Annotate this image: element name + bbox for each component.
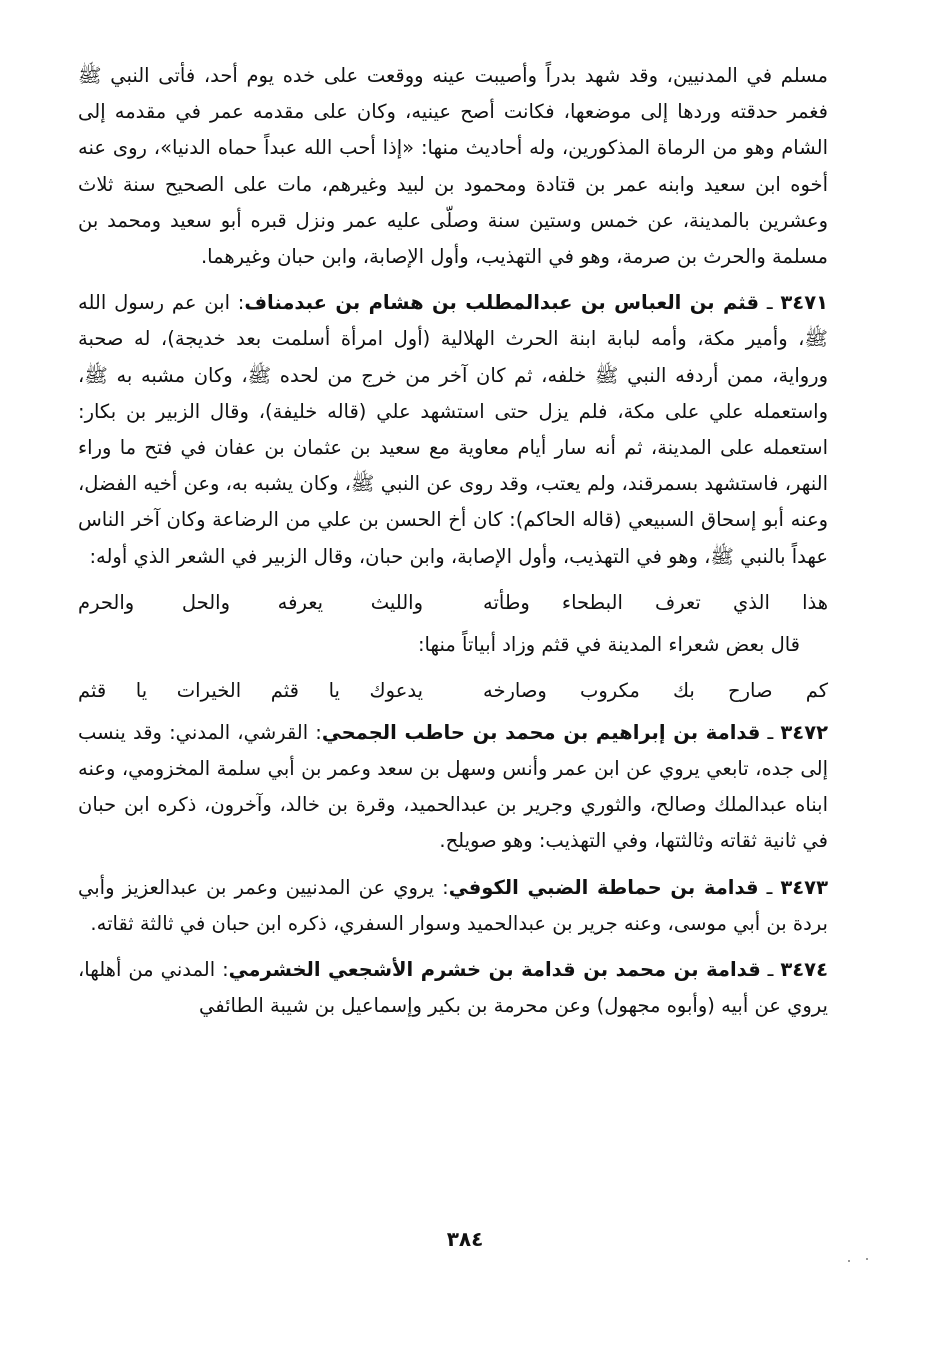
entry-number: ٣٤٧١ [780, 291, 828, 315]
verse-first-hemistich: هذا الذي تعرف البطحاء وطأته [483, 590, 828, 614]
entry-name: قثم بن العباس بن عبدالمطلب بن هشام بن عبدمناف [244, 291, 760, 315]
page-number: ٣٨٤ [446, 1227, 484, 1251]
entry-number: ٣٤٧٢ [780, 720, 828, 744]
entry-name: قدامة بن إبراهيم بن محمد بن حاطب الجمحي [321, 720, 761, 744]
page-body [78, 58, 828, 1024]
scan-speck [848, 1260, 850, 1262]
continuation-text: مسلم في المدنيين، وقد شهد بدراً وأصيبت عينه ووقعت على خده يوم أحد، فأتى النبي ﷺ فغمر حدقته وردها إلى موضعها، فكانت أصح عينيه، وكان على مقدمه عمر في مقدمه إلى الشام وهو من الرماة المذكورين، وله أحاديث منها: «إذا أحب الله عبداً حماه الدنيا»، روى عنه أخوه ابن سعيد وابنه عمر بن قتادة ومحمود بن لبيد وغيرهم، مات على الصحيح سنة ثلاث وعشرين بالمدينة، عن خمس وستين سنة وصلّى عليه عمر ونزل قبره أبو سعيد ومحمد بن مسلمة والحرث بن صرمة، وهو في التهذيب، وأول الإصابة، وابن حبان وغيرهما. [78, 64, 828, 269]
entry-text: يروي عن المدنيين وعمر بن عبدالعزيز وأبي بردة بن أبي موسى، وعنه جرير بن عبدالحميد وسوار السفري، ذكره ابن حبان في ثالثة ثقاته. [78, 875, 828, 935]
entry-number: ٣٤٧٤ [780, 958, 828, 982]
entry-colon: : [215, 958, 229, 982]
entry-text: المدني من أهلها، يروي عن أبيه (وأبوه مجهول) وعن محرمة بن بكير وإسماعيل بن شيبة الطائفي [78, 958, 828, 1018]
entry-3472 [78, 715, 828, 860]
entry-3474 [78, 952, 828, 1024]
poem-verse-2 [78, 673, 828, 709]
entry-dash: ـ [760, 720, 774, 744]
scan-speck [866, 1258, 868, 1260]
entry-dash: ـ [760, 958, 774, 982]
entry-name: قدامة بن حماطة الضبي الكوفي [448, 875, 759, 899]
entry-dash: ـ [758, 875, 773, 899]
entry-3473 [78, 870, 828, 942]
poem-verse-1 [78, 585, 828, 621]
verse-second-hemistich: يدعوك يا قثم الخيرات يا قثم [78, 678, 423, 702]
verse-first-hemistich: كم صارح بك مكروب وصارخه [483, 678, 828, 702]
entry-colon: : [434, 875, 449, 899]
entry-text: ابن عم رسول الله ﷺ، وأمير مكة، وأمه لبابة ابنة الحرث الهلالية (أول امرأة أسلمت بعد خديجة)، له صحبة ورواية، ممن أردفه النبي ﷺ خلفه، ثم كان آخر من خرج من لحده ﷺ، وكان مشبه به ﷺ، واستعمله علي على مكة، فلم يزل حتى استشهد علي (قاله خليفة)، وقال الزبير بن بكار: استعمله على المدينة، ثم أنه سار أيام معاوية مع سعيد بن عثمان بن عفان في فتح ما وراء النهر، فاستشهد بسمرقند، ولم يعتب، وقد روى عن النبي ﷺ، وكان يشبه به، وعن أخيه الفضل، وعنه أبو إسحاق السبيعي (قاله الحاكم): كان أخ الحسن بن علي من الرضاعة وكان آخر الناس عهداً بالنبي ﷺ، وهو في التهذيب، وأول الإصابة، وابن حبان، وقال الزبير في الشعر الذي أوله: [78, 291, 828, 568]
entry-text: القرشي، المدني: وقد ينسب إلى جده، تابعي يروي عن ابن عمر وأنس وسهل بن سعد وعمر بن أبي سلمة المخزومي، وعنه ابناه عبدالملك وصالح، والثوري وجرير بن عبدالحميد، وقرة بن خالد، وآخرون، ذكره ابن حبان في ثانية ثقاته وثالثتها، وفي التهذيب: وهو صويلح. [78, 720, 828, 853]
entry-dash: ـ [759, 291, 773, 315]
entry-colon: : [230, 291, 245, 315]
entry-colon: : [308, 720, 322, 744]
entry-number: ٣٤٧٣ [780, 875, 828, 899]
continuation-paragraph [78, 58, 828, 275]
verse-intro: قال بعض شعراء المدينة في قثم وزاد أبياتاً منها: [417, 632, 800, 656]
entry-name: قدامة بن محمد بن قدامة بن خشرم الأشجعي الخشرمي [228, 958, 761, 982]
verse-second-hemistich: والليث يعرفه والحل والحرم [78, 590, 423, 614]
entry-3471 [78, 285, 828, 575]
